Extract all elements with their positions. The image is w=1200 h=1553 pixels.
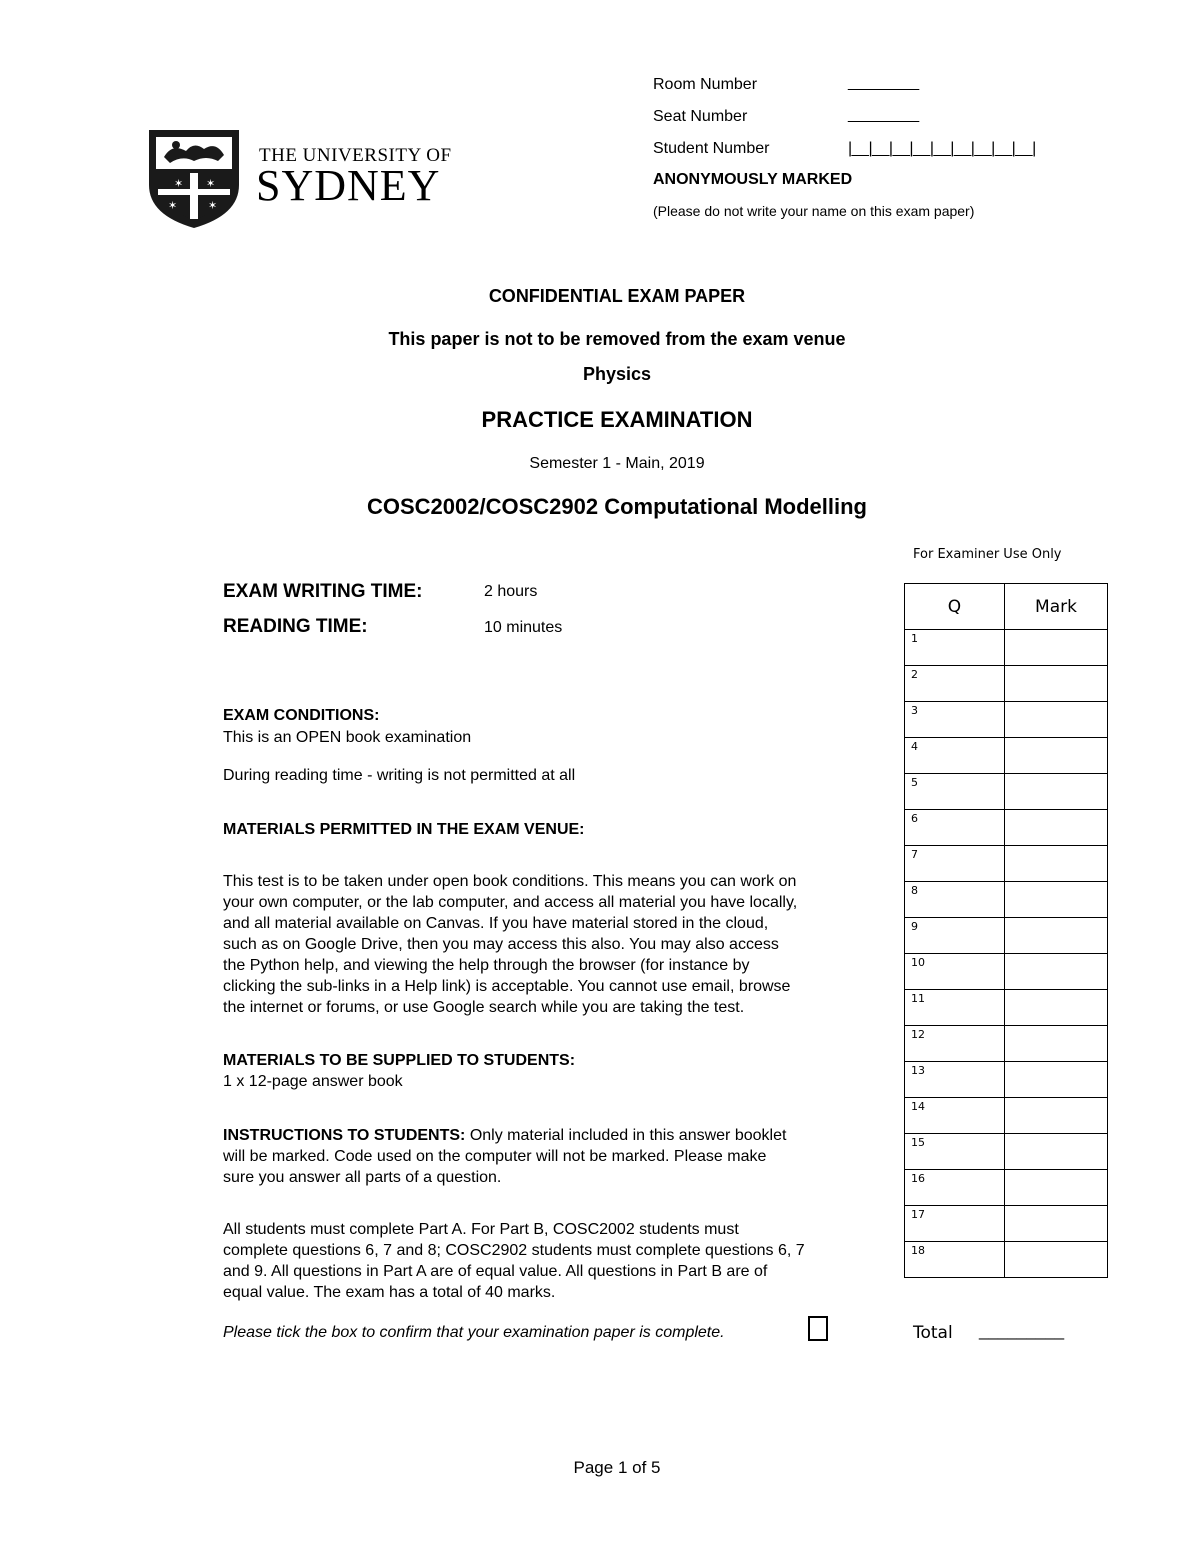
examiner-mark-table xyxy=(904,583,1108,1278)
column-header-mark: Mark xyxy=(1005,584,1108,630)
svg-text:✶: ✶ xyxy=(174,177,184,190)
instructions-paragraph xyxy=(223,1125,786,1188)
mark-cell[interactable] xyxy=(1005,774,1108,810)
instructions-heading: INSTRUCTIONS TO STUDENTS: xyxy=(223,1127,466,1144)
mark-cell[interactable] xyxy=(1005,882,1108,918)
mark-cell[interactable] xyxy=(1005,1170,1108,1206)
table-row xyxy=(905,1206,1108,1242)
materials-permitted-line: your own computer, or the lab computer, and access all material you have locally, xyxy=(223,894,798,911)
table-row xyxy=(905,846,1108,882)
question-number-cell: 17 xyxy=(905,1206,1005,1242)
mark-cell[interactable] xyxy=(1005,1098,1108,1134)
instructions-line1-text: Only material included in this answer booklet xyxy=(465,1127,787,1144)
table-header-row xyxy=(905,584,1108,630)
table-row xyxy=(905,774,1108,810)
question-number-cell: 9 xyxy=(905,918,1005,954)
question-number-cell: 3 xyxy=(905,702,1005,738)
mark-cell[interactable] xyxy=(1005,630,1108,666)
table-row xyxy=(905,1026,1108,1062)
instructions-line3: sure you answer all parts of a question. xyxy=(223,1169,502,1186)
writing-time-label: EXAM WRITING TIME: xyxy=(223,581,423,602)
instructions-line1 xyxy=(223,1125,786,1146)
mark-cell[interactable] xyxy=(1005,846,1108,882)
total-label: Total xyxy=(913,1323,953,1343)
part-instructions-line: All students must complete Part A. For Part B, COSC2002 students must xyxy=(223,1221,739,1238)
instructions-line2: will be marked. Code used on the computer will not be marked. Please make xyxy=(223,1148,767,1165)
question-number-cell: 13 xyxy=(905,1062,1005,1098)
examiner-caption: For Examiner Use Only xyxy=(913,547,1062,562)
materials-permitted-paragraph xyxy=(223,871,797,1018)
writing-time-value: 2 hours xyxy=(484,583,538,600)
mark-cell[interactable] xyxy=(1005,954,1108,990)
question-number-cell: 7 xyxy=(905,846,1005,882)
question-number-cell: 8 xyxy=(905,882,1005,918)
mark-cell[interactable] xyxy=(1005,666,1108,702)
question-number-cell: 10 xyxy=(905,954,1005,990)
question-number-cell: 4 xyxy=(905,738,1005,774)
table-row xyxy=(905,810,1108,846)
question-number-cell: 1 xyxy=(905,630,1005,666)
exam-conditions-line2: During reading time - writing is not permitted at all xyxy=(223,767,576,784)
table-row xyxy=(905,702,1108,738)
university-name-line1: THE UNIVERSITY OF xyxy=(259,145,452,166)
table-row xyxy=(905,1062,1108,1098)
materials-permitted-line: clicking the sub-links in a Help link) is acceptable. You cannot use email, browse xyxy=(223,978,791,995)
materials-permitted-line: This test is to be taken under open book conditions. This means you can work on xyxy=(223,873,797,890)
mark-table-body xyxy=(905,630,1108,1278)
table-row xyxy=(905,918,1108,954)
question-number-cell: 16 xyxy=(905,1170,1005,1206)
table-row xyxy=(905,954,1108,990)
part-instructions-line: equal value. The exam has a total of 40 marks. xyxy=(223,1284,556,1301)
student-number-field: |__|__|__|__|__|__|__|__|__| xyxy=(848,140,1036,157)
question-number-cell: 18 xyxy=(905,1242,1005,1278)
seat-number-field: ________ xyxy=(848,106,920,123)
question-number-cell: 12 xyxy=(905,1026,1005,1062)
part-instructions-line: and 9. All questions in Part A are of equal value. All questions in Part B are of xyxy=(223,1263,768,1280)
mark-cell[interactable] xyxy=(1005,1206,1108,1242)
room-number-label: Room Number xyxy=(653,76,758,93)
university-name-line2: SYDNEY xyxy=(256,161,441,210)
table-row xyxy=(905,1098,1108,1134)
reading-time-value: 10 minutes xyxy=(484,619,563,636)
student-number-label: Student Number xyxy=(653,140,770,157)
table-row xyxy=(905,738,1108,774)
mark-cell[interactable] xyxy=(1005,702,1108,738)
table-row xyxy=(905,1242,1108,1278)
anonymously-marked: ANONYMOUSLY MARKED xyxy=(653,171,853,188)
question-number-cell: 14 xyxy=(905,1098,1005,1134)
page-number: Page 1 of 5 xyxy=(573,1458,661,1477)
materials-supplied-line: 1 x 12-page answer book xyxy=(223,1073,403,1090)
completion-checkbox[interactable] xyxy=(808,1316,828,1341)
question-number-cell: 15 xyxy=(905,1134,1005,1170)
table-row xyxy=(905,990,1108,1026)
room-number-field: ________ xyxy=(848,74,920,91)
materials-permitted-line: the internet or forums, or use Google search while you are taking the test. xyxy=(223,999,745,1016)
question-number-cell: 5 xyxy=(905,774,1005,810)
question-number-cell: 6 xyxy=(905,810,1005,846)
mark-cell[interactable] xyxy=(1005,918,1108,954)
question-number-cell: 11 xyxy=(905,990,1005,1026)
table-row xyxy=(905,1134,1108,1170)
table-row xyxy=(905,882,1108,918)
mark-cell[interactable] xyxy=(1005,1134,1108,1170)
mark-cell[interactable] xyxy=(1005,1062,1108,1098)
exam-type-title: PRACTICE EXAMINATION xyxy=(481,407,753,432)
materials-supplied-heading: MATERIALS TO BE SUPPLIED TO STUDENTS: xyxy=(223,1052,576,1069)
subject-title: Physics xyxy=(582,364,652,384)
reading-time-label: READING TIME: xyxy=(223,616,368,637)
university-logo xyxy=(146,127,452,231)
tick-prompt: Please tick the box to confirm that your examination paper is complete. xyxy=(223,1324,725,1341)
confidential-title: CONFIDENTIAL EXAM PAPER xyxy=(488,286,746,306)
exam-conditions-line1: This is an OPEN book examination xyxy=(223,729,472,746)
svg-text:✶: ✶ xyxy=(206,177,216,190)
materials-permitted-heading: MATERIALS PERMITTED IN THE EXAM VENUE: xyxy=(223,821,585,838)
column-header-q: Q xyxy=(905,584,1005,630)
semester-label: Semester 1 - Main, 2019 xyxy=(529,455,705,472)
part-instructions-paragraph xyxy=(223,1219,805,1303)
mark-cell[interactable] xyxy=(1005,1026,1108,1062)
exam-conditions-heading: EXAM CONDITIONS: xyxy=(223,707,380,724)
university-crest-icon xyxy=(146,127,242,231)
materials-permitted-line: the Python help, and viewing the help through the browser (for instance by xyxy=(223,957,750,974)
not-removed-notice: This paper is not to be removed from the exam venue xyxy=(388,329,846,349)
anonymous-note: (Please do not write your name on this exam paper) xyxy=(653,203,975,219)
seat-number-label: Seat Number xyxy=(653,108,748,125)
mark-cell[interactable] xyxy=(1005,738,1108,774)
svg-text:✶: ✶ xyxy=(168,199,178,212)
total-field: _________ xyxy=(979,1321,1065,1340)
question-number-cell: 2 xyxy=(905,666,1005,702)
table-row xyxy=(905,1170,1108,1206)
table-row xyxy=(905,630,1108,666)
part-instructions-line: complete questions 6, 7 and 8; COSC2902 students must complete questions 6, 7 xyxy=(223,1242,805,1259)
mark-cell[interactable] xyxy=(1005,1242,1108,1278)
mark-cell[interactable] xyxy=(1005,990,1108,1026)
svg-text:✶: ✶ xyxy=(208,199,218,212)
table-row xyxy=(905,666,1108,702)
materials-permitted-line: such as on Google Drive, then you may access this also. You may also access xyxy=(223,936,779,953)
materials-permitted-line: and all material available on Canvas. If you have material stored in the cloud, xyxy=(223,915,769,932)
mark-cell[interactable] xyxy=(1005,810,1108,846)
unit-title: COSC2002/COSC2902 Computational Modelling xyxy=(367,494,867,519)
